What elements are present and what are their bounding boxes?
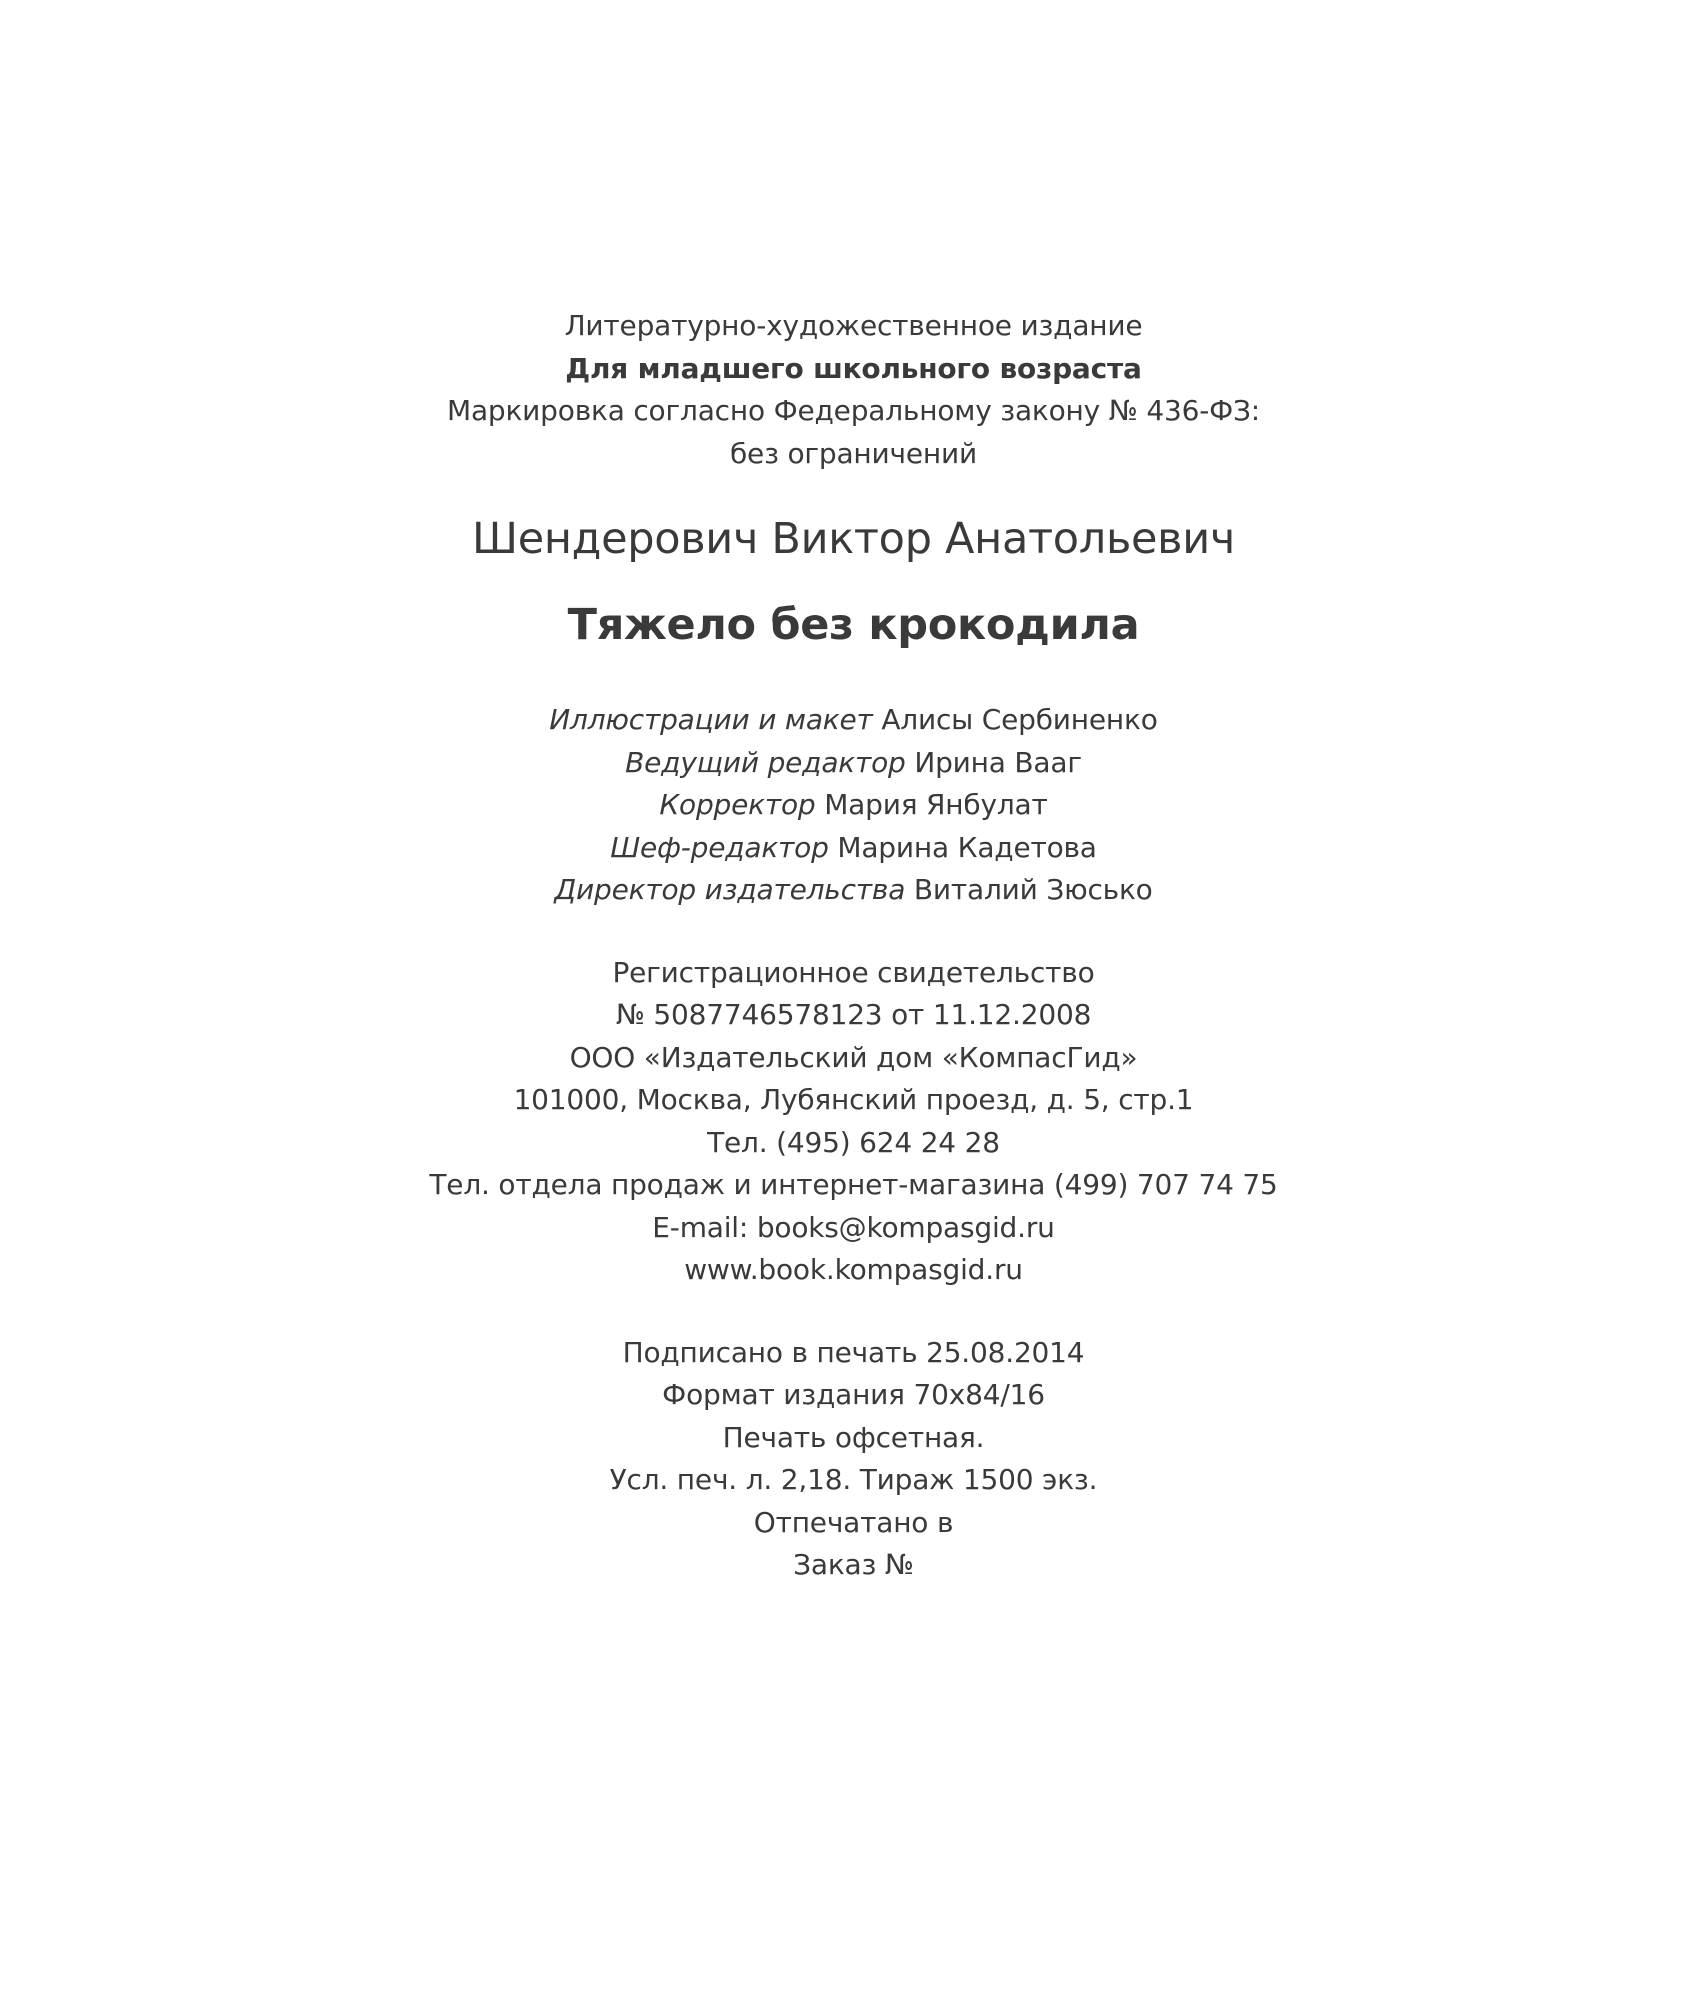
age-marking: Маркировка согласно Федеральному закону № 436-ФЗ: [446,394,1260,427]
registration-label: Регистрационное свидетельство [612,955,1095,989]
credit-line [0,827,1707,870]
edition-format: Формат издания 70x84/16 [662,1378,1045,1411]
publisher-info [0,952,1707,1292]
publisher-phone: Тел. (495) 624 24 28 [707,1125,1000,1159]
credit-person: Ирина Вааг [914,745,1082,779]
publisher-email: E-mail: books@kompasgid.ru [652,1210,1055,1244]
credit-person: Мария Янбулат [824,788,1048,821]
printed-at: Отпечатано в [753,1505,954,1539]
credit-role: Ведущий редактор [625,745,906,779]
credit-role: Шеф-редактор [610,830,829,864]
print-sheets: Усл. печ. л. 2,18. Тираж 1500 экз. [609,1463,1098,1496]
credit-line [0,699,1707,742]
credit-person: Виталий Зюсько [913,873,1153,906]
credit-line [0,784,1707,827]
credit-person: Марина Кадетова [837,830,1097,864]
age-marking-value: без ограничений [729,436,978,470]
credit-line [0,742,1707,785]
registration-number: № 5087746578123 от 11.12.2008 [615,998,1092,1031]
book-title: Тяжело без крокодила [567,600,1140,650]
edition-info [0,305,1707,475]
credit-role: Иллюстрации и макет [549,703,873,736]
imprint-page [0,305,1707,1587]
credit-role: Директор издательства [554,873,906,906]
publisher-name: ООО «Издательский дом «КомпасГид» [569,1040,1138,1074]
print-info [0,1332,1707,1587]
publisher-address: 101000, Москва, Лубянский проезд, д. 5, стр.1 [513,1083,1194,1116]
credits-list [0,699,1707,912]
printing-method: Печать офсетная. [722,1420,985,1454]
author-name: Шендерович Виктор Анатольевич [472,514,1235,564]
age-group: Для младшего школьного возраста [565,351,1142,385]
edition-type: Литературно-художественное издание [564,309,1143,342]
credit-role: Корректор [659,788,816,821]
credit-line [0,869,1707,912]
signed-date: Подписано в печать 25.08.2014 [622,1335,1085,1369]
order-number: Заказ № [793,1548,914,1581]
publisher-website: www.book.kompasgid.ru [684,1253,1023,1286]
sales-phone: Тел. отдела продаж и интернет-магазина (499) 707 74 75 [429,1168,1278,1201]
credit-person: Алисы Сербиненко [881,703,1158,736]
